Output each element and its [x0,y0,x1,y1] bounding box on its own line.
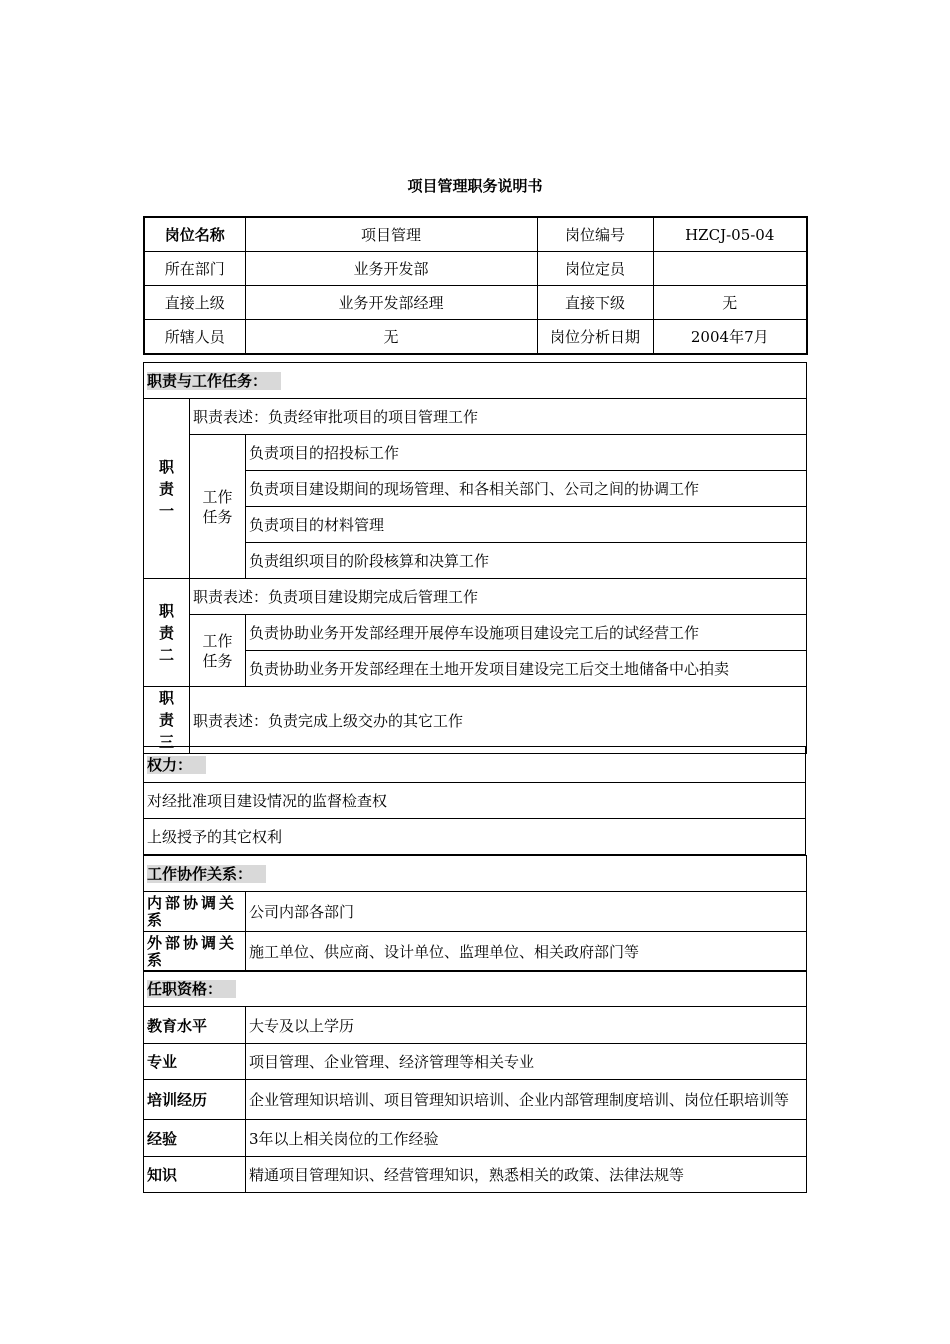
internal-relations-value: 公司内部各部门 [246,892,807,932]
subordinate-label: 直接下级 [537,286,653,320]
authority-item-2: 上级授予的其它权利 [144,819,806,855]
info-row-staff [144,320,807,355]
qualification-row [144,1120,807,1157]
duty3-statement-row [144,687,807,754]
position-code-value: HZCJ-05-04 [653,217,807,252]
duty2-task-row [144,615,807,651]
qualification-row [144,1044,807,1080]
training-value: 企业管理知识培训、项目管理知识培训、企业内部管理制度培训、岗位任职培训等 [246,1080,807,1120]
internal-relations-row [144,892,807,932]
relations-table [143,855,807,972]
department-value: 业务开发部 [245,252,537,286]
duty2-label: 职 责 二 [144,579,190,687]
info-row-position [144,217,807,252]
duty1-task-4: 负责组织项目的阶段核算和决算工作 [246,543,807,579]
supervisor-label: 直接上级 [144,286,245,320]
authority-table [143,746,806,855]
duty1-statement-row [144,399,807,435]
headcount-value [653,252,807,286]
authority-row [144,819,806,855]
relations-heading-row [144,856,807,892]
duty2-task-1: 负责协助业务开发部经理开展停车设施项目建设完工后的试经营工作 [246,615,807,651]
duty1-task-1: 负责项目的招投标工作 [246,435,807,471]
qualification-row [144,1080,807,1120]
duty3-statement: 职责表述：负责完成上级交办的其它工作 [190,687,807,754]
position-code-label: 岗位编号 [537,217,653,252]
qualifications-heading-row [144,971,807,1007]
analysis-date-value: 2004年7月 [653,320,807,355]
duty2-statement: 职责表述：负责项目建设期完成后管理工作 [190,579,807,615]
info-row-department [144,252,807,286]
knowledge-label: 知识 [144,1157,246,1193]
major-label: 专业 [144,1044,246,1080]
qualification-row [144,1007,807,1044]
duty2-task-2: 负责协助业务开发部经理在土地开发项目建设完工后交土地储备中心拍卖 [246,651,807,687]
qualification-row [144,1157,807,1193]
subordinate-value: 无 [653,286,807,320]
experience-label: 经验 [144,1120,246,1157]
education-label: 教育水平 [144,1007,246,1044]
info-row-supervisor [144,286,807,320]
authority-heading-row [144,747,806,783]
duty1-task-3: 负责项目的材料管理 [246,507,807,543]
authority-heading: 权力： [144,747,806,783]
position-name-label: 岗位名称 [144,217,245,252]
duty1-task-label: 工作 任务 [190,435,246,579]
qualifications-heading: 任职资格： [144,971,807,1007]
basic-info-table [143,216,808,355]
training-label: 培训经历 [144,1080,246,1120]
supervisor-value: 业务开发部经理 [245,286,537,320]
duty1-statement: 职责表述：负责经审批项目的项目管理工作 [190,399,807,435]
headcount-label: 岗位定员 [537,252,653,286]
department-label: 所在部门 [144,252,245,286]
duties-heading-row [144,363,807,399]
experience-value: 3年以上相关岗位的工作经验 [246,1120,807,1157]
duties-heading: 职责与工作任务： [144,363,807,399]
staff-value: 无 [245,320,537,355]
knowledge-value: 精通项目管理知识、经营管理知识，熟悉相关的政策、法律法规等 [246,1157,807,1193]
qualifications-table [143,970,807,1193]
duty3-label: 职 责 三 [144,687,190,754]
external-relations-row [144,932,807,972]
duties-table [143,362,807,754]
analysis-date-label: 岗位分析日期 [537,320,653,355]
staff-label: 所辖人员 [144,320,245,355]
external-relations-label: 外部协调关系 [144,932,246,972]
authority-row [144,783,806,819]
duty2-task-label: 工作 任务 [190,615,246,687]
internal-relations-label: 内部协调关系 [144,892,246,932]
document-title: 项目管理职务说明书 [407,177,543,195]
relations-heading: 工作协作关系： [144,856,807,892]
authority-item-1: 对经批准项目建设情况的监督检查权 [144,783,806,819]
position-name-value: 项目管理 [245,217,537,252]
duty2-statement-row [144,579,807,615]
duty1-task-2: 负责项目建设期间的现场管理、和各相关部门、公司之间的协调工作 [246,471,807,507]
duty1-label: 职 责 一 [144,399,190,579]
external-relations-value: 施工单位、供应商、设计单位、监理单位、相关政府部门等 [246,932,807,972]
major-value: 项目管理、企业管理、经济管理等相关专业 [246,1044,807,1080]
education-value: 大专及以上学历 [246,1007,807,1044]
duty1-task-row [144,435,807,471]
